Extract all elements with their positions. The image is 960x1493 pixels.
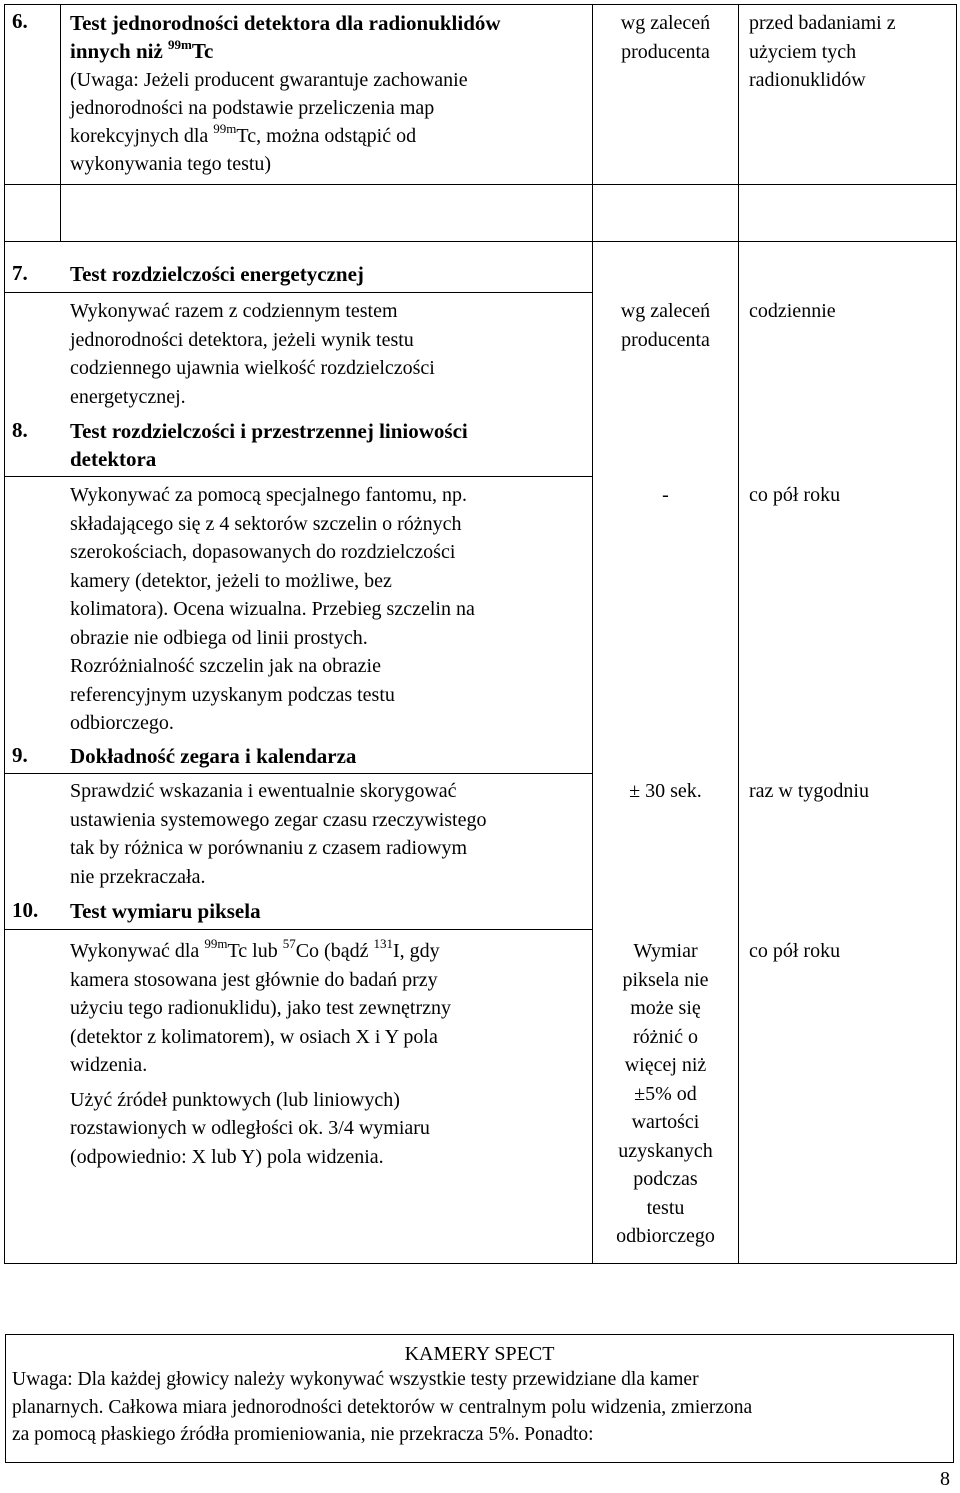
row6-note-line3 bbox=[70, 122, 585, 150]
row7-title: Test rozdzielczości energetycznej bbox=[70, 262, 364, 286]
r8-title-underline bbox=[4, 476, 592, 477]
row6-title-line1: Test jednorodności detektora dla radionuklidów bbox=[70, 11, 501, 35]
row8-line3: szerokościach, dopasowanych do rozdzielczości bbox=[70, 541, 456, 563]
row8-description bbox=[70, 481, 590, 738]
row6-note3-post: Tc, można odstąpić od bbox=[236, 125, 417, 147]
row8-line4: kamery (detektor, jeżeli to możliwe, bez bbox=[70, 569, 392, 592]
row10-criteria-line7: wartości bbox=[631, 1111, 700, 1133]
row10-criteria-line11: odbiorczego bbox=[616, 1225, 715, 1247]
row6-note3-sup: 99m bbox=[213, 121, 237, 137]
row10-line1-d: I, gdy bbox=[392, 940, 440, 962]
row6-criteria bbox=[593, 9, 738, 66]
row10-criteria-line1: Wymiar bbox=[633, 940, 698, 962]
row6-criteria-line1: wg zaleceń bbox=[620, 12, 711, 34]
table-bottom-border bbox=[4, 1263, 957, 1264]
row10-para2-line1: Użyć źródeł punktowych (lub liniowych) bbox=[70, 1088, 400, 1111]
row10-sup-131: 131 bbox=[373, 936, 393, 952]
row8-line5: kolimatora). Ocena wizualna. Przebieg szczelin na bbox=[70, 598, 475, 620]
row6-frequency-line3: radionuklidów bbox=[749, 69, 866, 91]
row9-criteria: ± 30 sek. bbox=[629, 780, 702, 802]
row6-note-line4: wykonywania tego testu) bbox=[70, 153, 272, 175]
row9-title: Dokładność zegara i kalendarza bbox=[70, 744, 357, 768]
row8-title-line2: detektora bbox=[70, 447, 157, 471]
row10-criteria-line8: uzyskanych bbox=[618, 1139, 713, 1162]
row10-line1 bbox=[70, 937, 590, 966]
row10-line5: widzenia. bbox=[70, 1054, 148, 1076]
row10-criteria-line5: więcej niż bbox=[624, 1054, 707, 1076]
row10-line1-c: Co (bądź bbox=[295, 940, 374, 962]
row10-criteria-line4: różnić o bbox=[633, 1025, 698, 1048]
r7-title-underline bbox=[4, 292, 592, 293]
row8-line6: obrazie nie odbiega od linii prostych. bbox=[70, 626, 368, 649]
row8-frequency: co pół roku bbox=[749, 484, 841, 506]
col-criteria-divider bbox=[738, 4, 739, 1263]
r9-title-underline bbox=[4, 773, 592, 774]
row10-sup-57: 57 bbox=[282, 936, 296, 952]
row6-title-sup: 99m bbox=[168, 37, 192, 52]
row10-criteria-line10: testu bbox=[646, 1196, 685, 1219]
row6-note-line2: jednorodności na podstawie przeliczenia map bbox=[70, 97, 435, 119]
row10-criteria-line6: ±5% od bbox=[634, 1082, 697, 1105]
row10-line4: (detektor z kolimatorem), w osiach X i Y pola bbox=[70, 1025, 438, 1048]
row7-criteria-line2: producenta bbox=[621, 328, 710, 351]
row6-criteria-line2: producenta bbox=[621, 40, 710, 63]
row10-para2-line2: rozstawionych w odległości ok. 3/4 wymiaru bbox=[70, 1117, 430, 1139]
row8-number: 8. bbox=[12, 418, 28, 442]
row6-frequency-line2: użyciem tych bbox=[749, 40, 857, 63]
spect-box-line3: za pomocą płaskiego źródła promieniowania, nie przekracza 5%. Ponadto: bbox=[12, 1424, 594, 1445]
row6-note-line1: (Uwaga: Jeżeli producent gwarantuje zachowanie bbox=[70, 69, 468, 91]
row7-line3: codziennego ujawnia wielkość rozdzielczości bbox=[70, 357, 435, 379]
spect-box-title: KAMERY SPECT bbox=[404, 1343, 555, 1365]
row10-line3: użyciu tego radionuklidu), jako test zewnętrzny bbox=[70, 997, 451, 1019]
row10-criteria-line2: piksela nie bbox=[622, 968, 709, 991]
row6-title-line2 bbox=[70, 37, 585, 65]
row8-title-line1: Test rozdzielczości i przestrzennej liniowości bbox=[70, 419, 468, 443]
row6-spacer-bottom-border bbox=[4, 241, 957, 242]
row7-criteria bbox=[593, 297, 738, 354]
row10-description bbox=[70, 937, 590, 1171]
row6-number: 6. bbox=[12, 9, 28, 33]
row7-frequency: codziennie bbox=[749, 300, 836, 322]
row6-bottom-border bbox=[4, 184, 957, 185]
row10-number: 10. bbox=[12, 898, 39, 922]
row6-content bbox=[70, 9, 585, 178]
row10-criteria-line3: może się bbox=[630, 997, 701, 1019]
row8-line9: odbiorczego. bbox=[70, 712, 174, 734]
row7-line2: jednorodności detektora, jeżeli wynik testu bbox=[70, 328, 414, 351]
row10-criteria bbox=[593, 937, 738, 1251]
row10-para2-line3: (odpowiednio: X lub Y) pola widzenia. bbox=[70, 1145, 384, 1168]
row9-number: 9. bbox=[12, 743, 28, 767]
r10-title-underline bbox=[4, 929, 592, 930]
table-top-border bbox=[4, 4, 957, 5]
row8-line1: Wykonywać za pomocą specjalnego fantomu, np. bbox=[70, 484, 467, 506]
row6-title-post: Tc bbox=[191, 39, 214, 63]
row10-title: Test wymiaru piksela bbox=[70, 899, 261, 923]
row8-line7: Rozróżnialność szczelin jak na obrazie bbox=[70, 655, 381, 677]
row10-line1-a: Wykonywać dla bbox=[70, 940, 205, 962]
spect-box-text bbox=[12, 1366, 953, 1449]
row9-line4: nie przekraczała. bbox=[70, 865, 206, 888]
row6-note3-pre: korekcyjnych dla bbox=[70, 125, 214, 147]
row9-line2: ustawienia systemowego zegar czasu rzeczywistego bbox=[70, 808, 487, 831]
spect-box bbox=[5, 1334, 954, 1463]
row7-line1: Wykonywać razem z codziennym testem bbox=[70, 300, 398, 322]
row9-frequency: raz w tygodniu bbox=[749, 780, 869, 802]
spect-box-line1: Uwaga: Dla każdej głowicy należy wykonywać wszystkie testy przewidziane dla kamer bbox=[12, 1369, 699, 1390]
col-number-divider bbox=[60, 4, 61, 241]
row7-criteria-line1: wg zaleceń bbox=[620, 300, 711, 322]
table-left-border bbox=[4, 4, 5, 1263]
row8-line2: składającego się z 4 sektorów szczelin o różnych bbox=[70, 512, 462, 535]
row9-line3: tak by różnica w porównaniu z czasem radiowym bbox=[70, 837, 468, 859]
spect-box-line2: planarnych. Całkowa miara jednorodności detektorów w centralnym polu widzenia, zmierzona bbox=[12, 1396, 753, 1418]
row7-line4: energetycznej. bbox=[70, 385, 186, 408]
row6-title-pre: innych niż bbox=[70, 39, 169, 63]
row10-criteria-line9: podczas bbox=[633, 1168, 698, 1190]
row10-line1-b: Tc lub bbox=[227, 940, 283, 962]
row10-line2: kamera stosowana jest głównie do badań przy bbox=[70, 968, 438, 991]
row9-line1: Sprawdzić wskazania i ewentualnie skorygować bbox=[70, 780, 457, 802]
row8-title bbox=[70, 417, 590, 473]
row6-frequency bbox=[749, 9, 954, 95]
row9-description bbox=[70, 777, 590, 891]
row7-description bbox=[70, 297, 590, 411]
row6-frequency-line1: przed badaniami z bbox=[749, 12, 896, 34]
row8-criteria: - bbox=[662, 484, 669, 506]
row10-sup-99m: 99m bbox=[204, 936, 228, 952]
row7-number: 7. bbox=[12, 261, 28, 285]
row8-line8: referencyjnym uzyskanym podczas testu bbox=[70, 683, 395, 706]
row10-frequency: co pół roku bbox=[749, 940, 841, 962]
page-number: 8 bbox=[940, 1468, 950, 1490]
table-right-border bbox=[956, 4, 957, 1263]
